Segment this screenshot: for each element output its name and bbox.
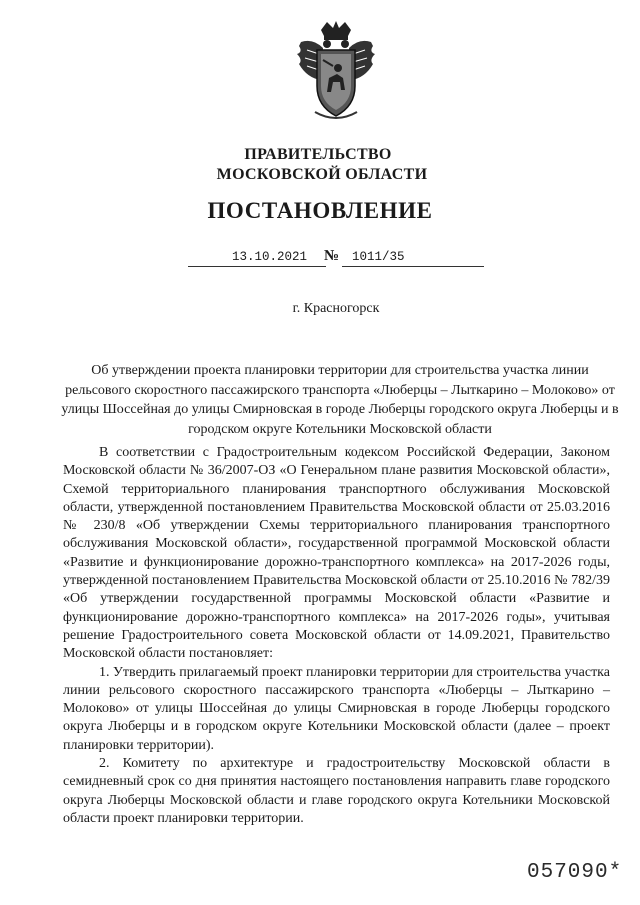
document-number: 1011/35 (352, 250, 405, 264)
city: г. Красногорск (292, 301, 380, 316)
number-sign: № (324, 248, 340, 264)
date-number-line (188, 250, 484, 268)
document-body (63, 444, 610, 828)
number-underline (342, 266, 484, 267)
item-1-paragraph: 1. Утвердить прилагаемый проект планировки территории для строительства участка линии рельсового скоростного пассажирского транспорта «Люберцы – Лыткарино – Молоково» от улицы Шоссейная до улицы Смирновская в городе Люберцы городского округа Люберцы и в городском округе Котельники Московской области (далее – проект планировки территории). (63, 664, 610, 753)
preamble-paragraph: В соответствии с Градостроительным кодексом Российской Федерации, Законом Московской области № 36/2007-ОЗ «О Генеральном плане развития Московской области», Схемой территориального планирования транспортного обслуживания Московской области, утвержденной постановлением Правительства Московской области от 25.03.2016 № 230/8 «Об утверждении Схемы территориального планирования транспортного обслуживания Московской области», государственной программой Московской области «Развитие и функционирование дорожно-транспортного комплекса» на 2017-2026 годы, утвержденной постановлением Правительства Московской области от 25.10.2016 № 782/39 «Об утверждении государственной программы Московской области «Развитие и функционирование дорожно-транспортного комплекса» на 2017-2026 годы», учитывая решение Градостроительного совета Московской области от 14.09.2021, Правительство Московской области постановляет: (63, 445, 610, 662)
document-title: Об утверждении проекта планировки территории для строительства участка линии рельсового скоростного пассажирского транспорта «Люберцы – Лыткарино – Молоково» от улицы Шоссейная до улицы Смирновская в городе Люберцы городского округа Люберцы и в городском округе Котельники Московской области (61, 363, 619, 437)
serial-number-stamp: 057090* (527, 861, 623, 884)
org-name-line2: МОСКОВСКОЙ ОБЛАСТИ (216, 166, 428, 183)
document-type: ПОСТАНОВЛЕНИЕ (207, 198, 433, 223)
org-name-line1: ПРАВИТЕЛЬСТВО (244, 146, 392, 163)
date-underline (188, 266, 326, 267)
document-date: 13.10.2021 (232, 250, 308, 264)
coat-of-arms-icon (293, 20, 379, 124)
item-2-paragraph: 2. Комитету по архитектуре и градостроительству Московской области в семидневный срок со дня принятия настоящего постановления направить главе городского округа Люберцы Московской области и главе городского округа Котельники Московской области проект планировки территории. (63, 756, 610, 826)
